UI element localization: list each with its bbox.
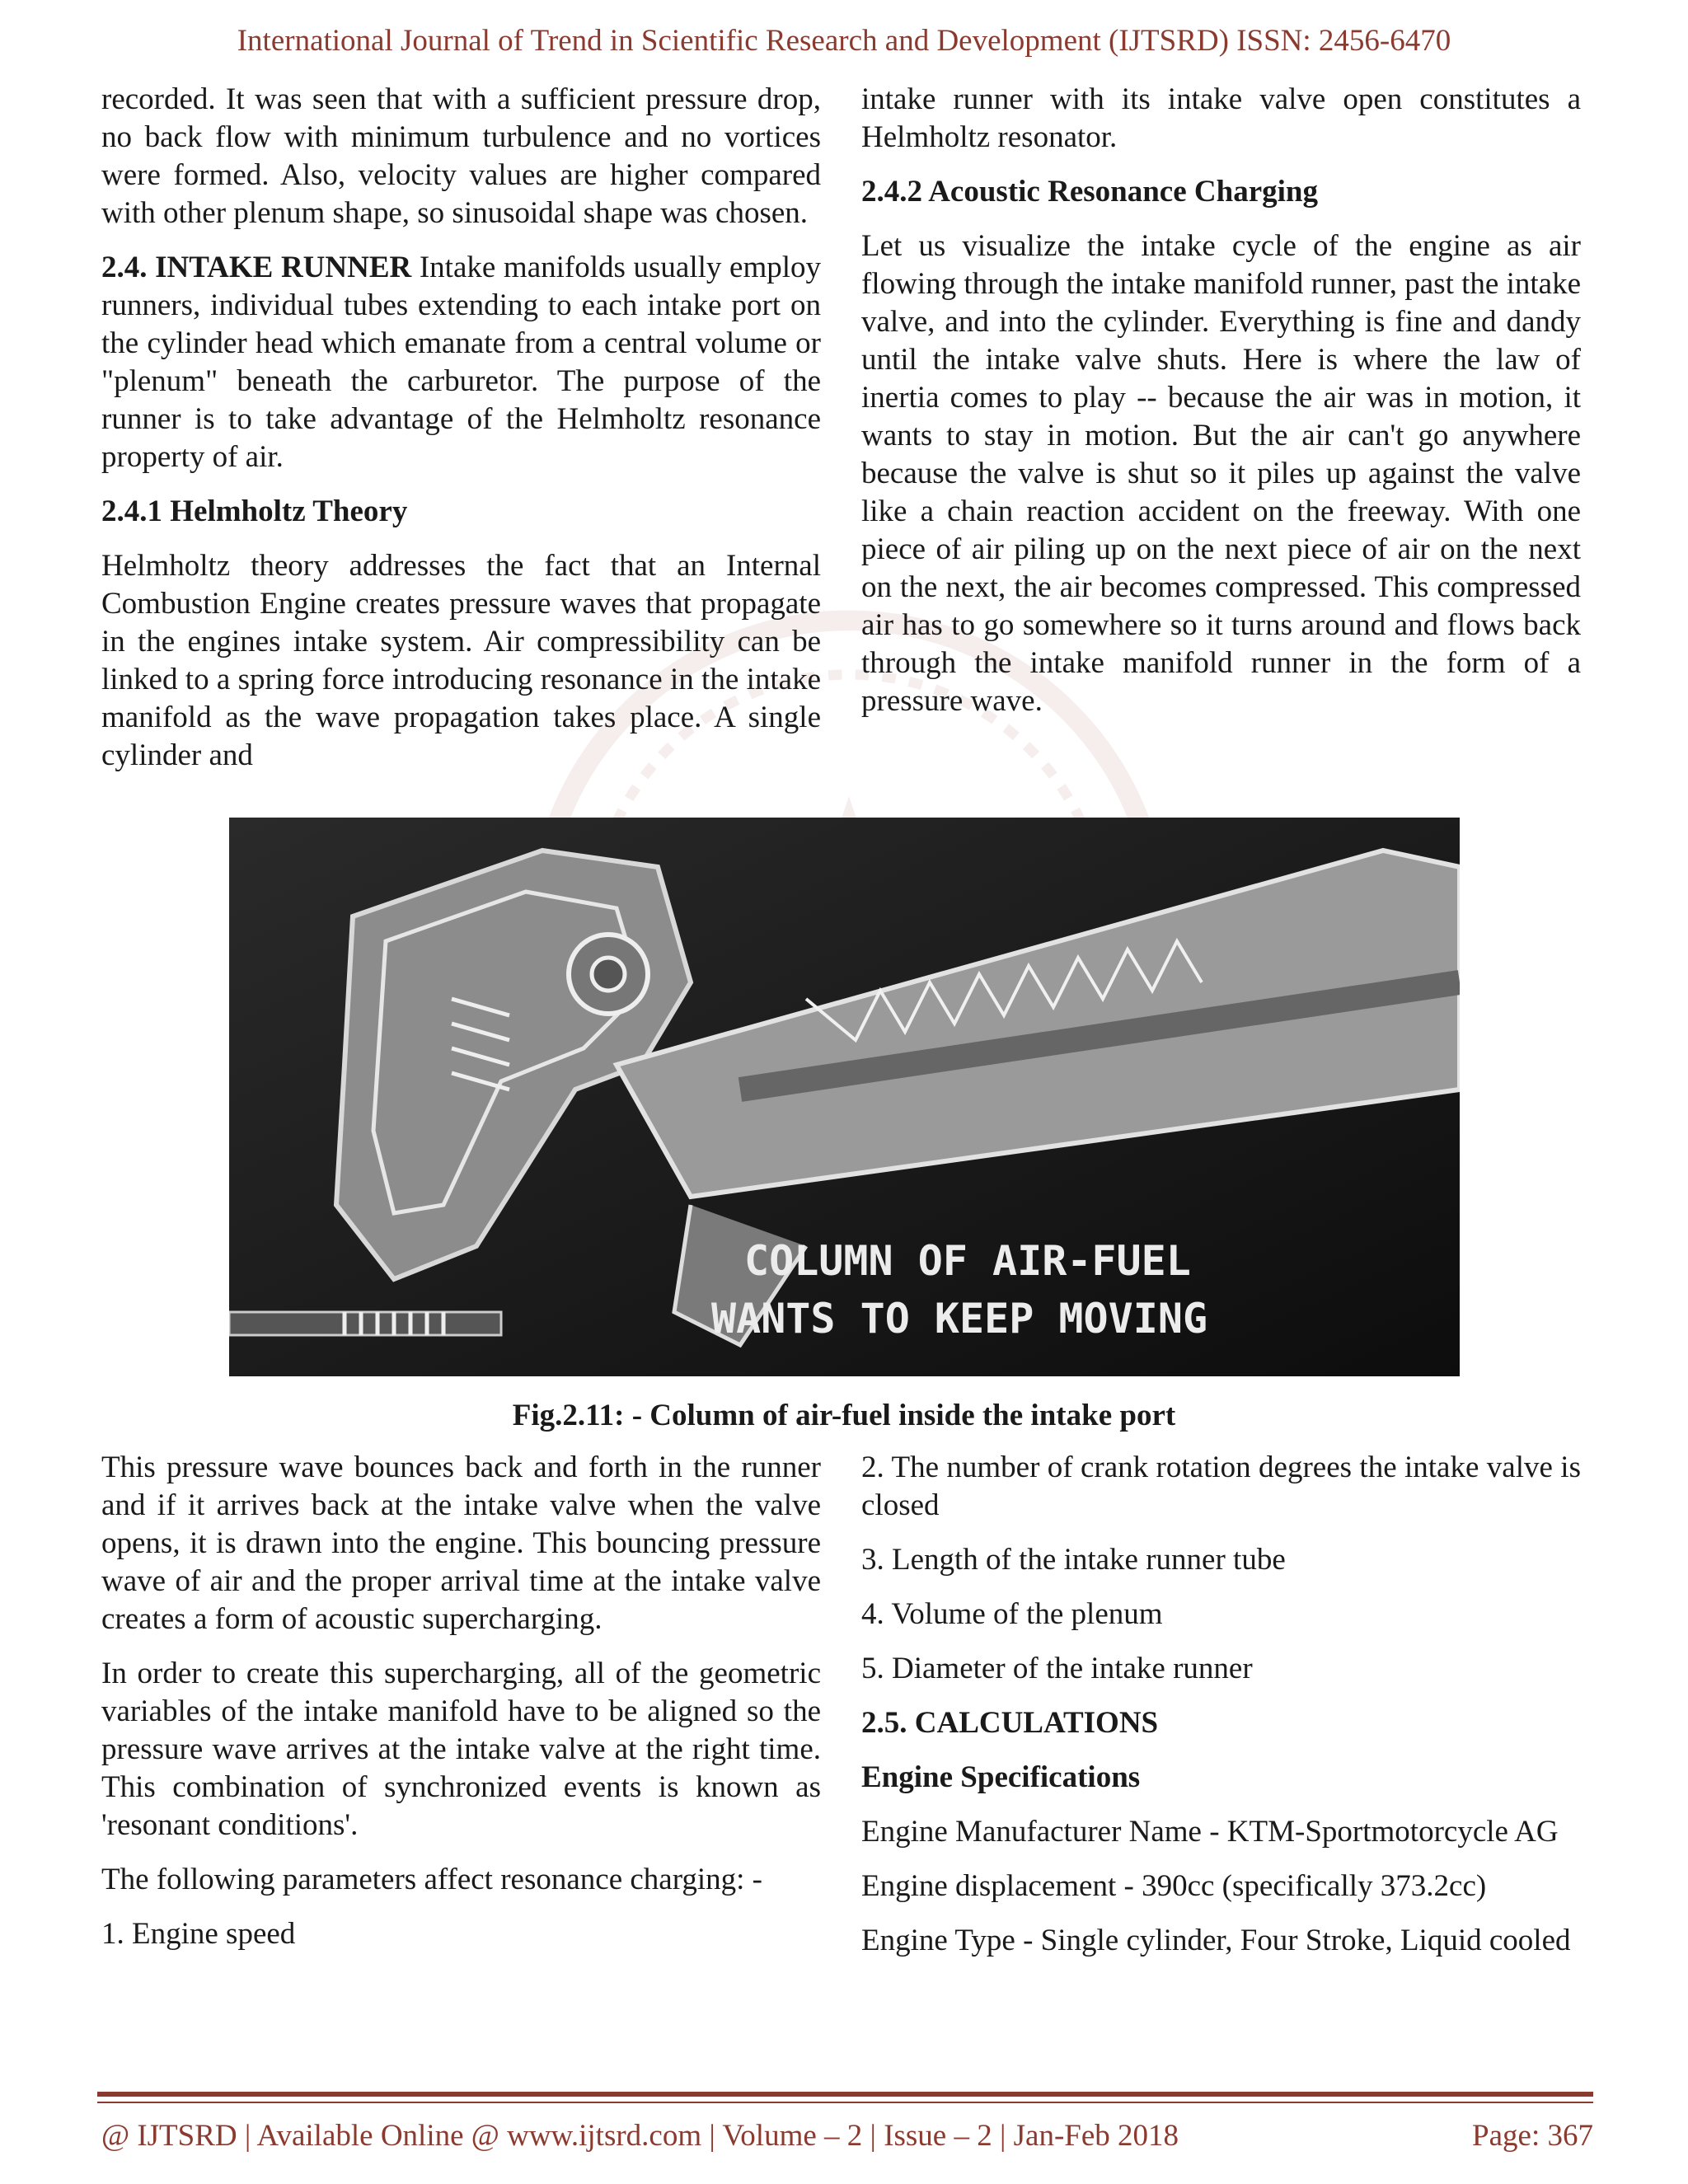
list-item: 4. Volume of the plenum [861, 1597, 1163, 1631]
paragraph: Let us visualize the intake cycle of the engine as air flowing through the intake manifold runner, past the intake valve, and into the cylinder. Everything is fine and dandy until the intake valve shuts. Here is where the law of inertia comes to play -- because the air was in motion, it wants to stay in motion. But the air can't go anywhere because the valve is shut so it piles up against the valve like a chain reaction accident on the freeway. With one piece of air piling up on the next piece of air on the next on the next, the air becomes compressed. This compressed air has to go somewhere so it turns around and flows back through the intake manifold runner in the form of a pressure wave. [861, 229, 1581, 718]
page-number: Page: 367 [1472, 2119, 1593, 2153]
list-item: 2. The number of crank rotation degrees the intake valve is closed [861, 1451, 1581, 1522]
column-left-bottom [101, 1449, 821, 1970]
footer-divider-thin [97, 2102, 1593, 2103]
footer-info: @ IJTSRD | Available Online @ www.ijtsrd.com | Volume – 2 | Issue – 2 | Jan-Feb 2018 [101, 2119, 1179, 2153]
column-left-top [101, 81, 821, 791]
figure-intake-port [229, 818, 1460, 1376]
paragraph: intake runner with its intake valve open constitutes a Helmholtz resonator. [861, 82, 1581, 154]
figure-caption: Fig.2.11: - Column of air-fuel inside the intake port [512, 1399, 1176, 1432]
list-item: 3. Length of the intake runner tube [861, 1543, 1286, 1577]
subsection-heading: Engine Specifications [861, 1760, 1141, 1794]
section-heading: 2.5. CALCULATIONS [861, 1706, 1159, 1740]
paragraph: This pressure wave bounces back and forth in the runner and if it arrives back at the intake valve when the valve opens, it is drawn into the engine. This bouncing pressure wave of air and the proper arrival time at the intake valve creates a form of acoustic supercharging. [101, 1451, 821, 1636]
paragraph: recorded. It was seen that with a sufficient pressure drop, no back flow with minimum turbulence and no vortices were formed. Also, velocity values are higher compared with other plenum shape, so sinusoidal shape was chosen. [101, 82, 821, 230]
section-heading: 2.4.1 Helmholtz Theory [101, 494, 408, 528]
column-right-top [861, 81, 1581, 737]
figure-label-line1: COLUMN OF AIR-FUEL [744, 1237, 1191, 1285]
list-item: 5. Diameter of the intake runner [861, 1652, 1253, 1685]
section-heading: 2.4. INTAKE RUNNER [101, 251, 412, 284]
section-heading: 2.4.2 Acoustic Resonance Charging [861, 175, 1318, 209]
footer-divider [97, 2092, 1593, 2097]
paragraph-body: Intake manifolds usually employ runners, individual tubes extending to each intake port on the cylinder head which emanate from a central volume or "plenum" beneath the carburetor. The purpose of the runner is to take advantage of the Helmholtz resonance property of air. [101, 251, 821, 474]
paragraph-intake-runner [101, 249, 821, 476]
journal-header: International Journal of Trend in Scientific Research and Development (IJTSRD) ISSN: 2456-6470 [237, 24, 1451, 58]
figure-label-line2: WANTS TO KEEP MOVING [711, 1295, 1208, 1343]
spec-item: Engine Type - Single cylinder, Four Stroke, Liquid cooled [861, 1924, 1571, 1957]
intake-port-illustration [229, 818, 1460, 1376]
spec-item: Engine Manufacturer Name - KTM-Sportmotorcycle AG [861, 1815, 1559, 1849]
paragraph: The following parameters affect resonance charging: - [101, 1863, 763, 1896]
paragraph: Helmholtz theory addresses the fact that an Internal Combustion Engine creates pressure waves that propagate in the engines intake system. Air compressibility can be linked to a spring force introducing resonance in the intake manifold as the wave propagation takes place. A single cylinder and [101, 549, 821, 772]
column-right-bottom [861, 1449, 1581, 1976]
list-item: 1. Engine speed [101, 1917, 296, 1951]
spec-item: Engine displacement - 390cc (specifically 373.2cc) [861, 1869, 1487, 1903]
paragraph: In order to create this supercharging, all of the geometric variables of the intake manifold have to be aligned so the pressure wave arrives at the intake valve at the right time. This combination of synchronized events is known as 'resonant conditions'. [101, 1657, 821, 1842]
